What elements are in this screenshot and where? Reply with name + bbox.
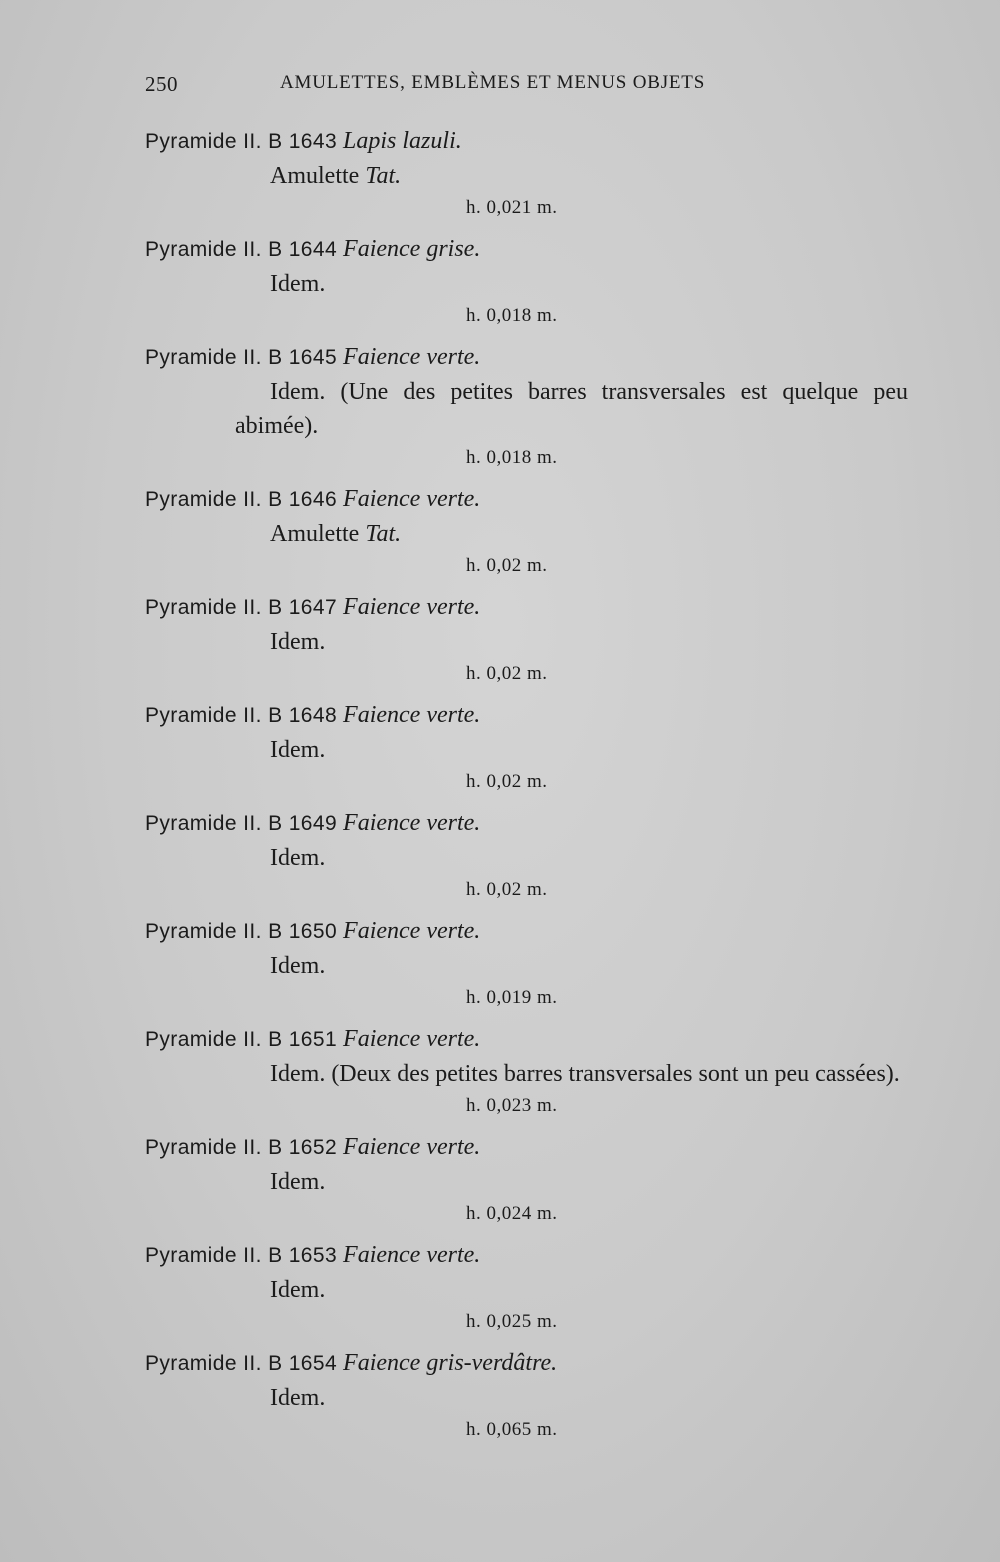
description-text: Amulette: [270, 163, 366, 189]
description-text: Idem.: [270, 271, 326, 297]
catalog-number: Pyramide II. B 1650: [145, 920, 338, 943]
catalog-entry: [0, 1022, 1000, 1121]
entry-heading: [0, 914, 1000, 949]
description-text: Amulette: [270, 521, 366, 547]
material: Faience verte.: [343, 918, 481, 944]
height-dimension: h. 0,019 m.: [466, 987, 558, 1008]
catalog-entry: [0, 1130, 1000, 1229]
material: Faience verte.: [343, 810, 481, 836]
height-dimension: h. 0,065 m.: [466, 1419, 558, 1440]
height-dimension: h. 0,021 m.: [466, 197, 558, 218]
entry-description: [0, 949, 1000, 983]
height-dimension: h. 0,025 m.: [466, 1311, 558, 1332]
material: Faience verte.: [343, 1026, 481, 1052]
catalog-number: Pyramide II. B 1643: [145, 130, 338, 153]
description-text: Idem.: [270, 953, 326, 979]
entry-description: [0, 1273, 1000, 1307]
catalog-entry: [0, 698, 1000, 797]
description-text: Idem.: [270, 629, 326, 655]
catalog-entry: [0, 1238, 1000, 1337]
material: Faience verte.: [343, 1134, 481, 1160]
material: Faience verte.: [343, 702, 481, 728]
catalog-number: Pyramide II. B 1648: [145, 704, 338, 727]
material: Faience verte.: [343, 594, 481, 620]
entry-heading: [0, 590, 1000, 625]
entry-heading: [0, 124, 1000, 159]
running-title: AMULETTES, EMBLÈMES ET MENUS OBJETS: [280, 72, 706, 93]
catalog-number: Pyramide II. B 1654: [145, 1352, 338, 1375]
catalog-entry: [0, 1346, 1000, 1445]
catalog-entry: [0, 590, 1000, 689]
height-dimension: h. 0,018 m.: [466, 305, 558, 326]
description-text: Idem.: [270, 737, 326, 763]
catalog-number: Pyramide II. B 1646: [145, 488, 338, 511]
description-text: Idem. (Deux des petites barres transversales sont un peu cassées).: [270, 1061, 900, 1087]
catalog-entries: [0, 124, 1000, 1454]
catalog-entry: [0, 806, 1000, 905]
height-dimension: h. 0,024 m.: [466, 1203, 558, 1224]
description-text: Idem.: [270, 845, 326, 871]
height-dimension: h. 0,02 m.: [466, 555, 548, 576]
height-dimension: h. 0,02 m.: [466, 663, 548, 684]
entry-description: [0, 159, 1000, 193]
catalog-entry: [0, 124, 1000, 223]
height-dimension: h. 0,018 m.: [466, 447, 558, 468]
catalog-number: Pyramide II. B 1652: [145, 1136, 338, 1159]
entry-heading: [0, 698, 1000, 733]
entry-heading: [0, 340, 1000, 375]
entry-description: [0, 1381, 1000, 1415]
description-text: Idem.: [270, 1385, 326, 1411]
description-italic-text: Tat.: [365, 163, 402, 189]
description-italic-text: Tat.: [365, 521, 402, 547]
height-dimension: h. 0,02 m.: [466, 879, 548, 900]
entry-description: [0, 1165, 1000, 1199]
material: Faience verte.: [343, 1242, 481, 1268]
entry-description: [0, 841, 1000, 875]
entry-heading: [0, 482, 1000, 517]
entry-heading: [0, 1238, 1000, 1273]
catalog-number: Pyramide II. B 1647: [145, 596, 338, 619]
catalog-number: Pyramide II. B 1644: [145, 238, 338, 261]
description-text: Idem.: [270, 1169, 326, 1195]
entry-heading: [0, 232, 1000, 267]
catalog-entry: [0, 340, 1000, 473]
entry-description: [0, 733, 1000, 767]
description-text: Idem. (Une des petites barres transversales est quelque peu abimée).: [235, 379, 908, 439]
material: Faience grise.: [343, 236, 481, 262]
entry-description: [0, 1057, 1000, 1091]
catalog-number: Pyramide II. B 1645: [145, 346, 338, 369]
entry-description: [0, 625, 1000, 659]
height-dimension: h. 0,023 m.: [466, 1095, 558, 1116]
catalog-entry: [0, 914, 1000, 1013]
catalog-number: Pyramide II. B 1649: [145, 812, 338, 835]
catalog-number: Pyramide II. B 1651: [145, 1028, 338, 1051]
entry-heading: [0, 1130, 1000, 1165]
catalog-entry: [0, 232, 1000, 331]
description-text: Idem.: [270, 1277, 326, 1303]
entry-description: [0, 267, 1000, 301]
material: Lapis lazuli.: [343, 128, 462, 154]
entry-description: [0, 375, 1000, 443]
entry-heading: [0, 806, 1000, 841]
entry-heading: [0, 1346, 1000, 1381]
entry-description: [0, 517, 1000, 551]
catalog-entry: [0, 482, 1000, 581]
page-number: 250: [145, 72, 178, 96]
material: Faience verte.: [343, 486, 481, 512]
material: Faience verte.: [343, 344, 481, 370]
material: Faience gris-verdâtre.: [343, 1350, 558, 1376]
height-dimension: h. 0,02 m.: [466, 771, 548, 792]
entry-heading: [0, 1022, 1000, 1057]
catalog-number: Pyramide II. B 1653: [145, 1244, 338, 1267]
